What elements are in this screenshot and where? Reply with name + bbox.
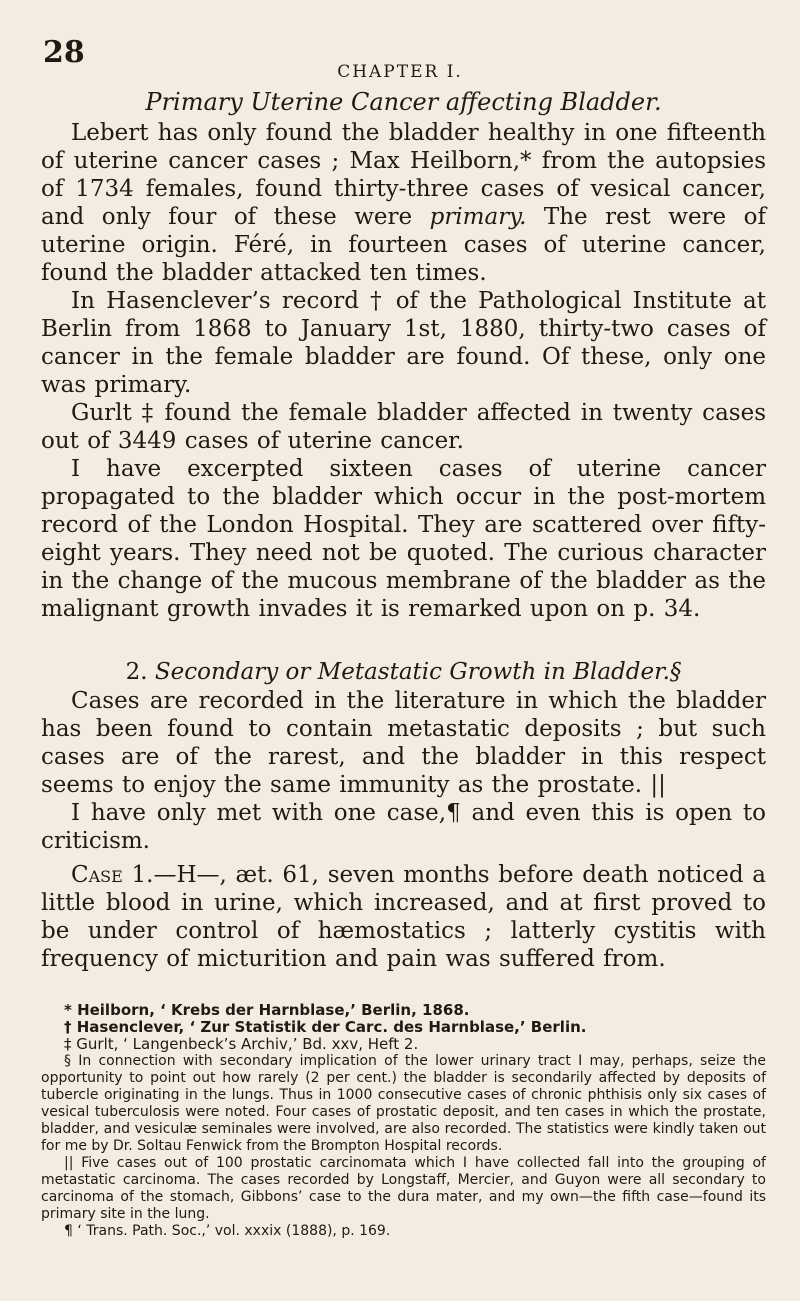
footnotes — [41, 1002, 766, 1240]
section-title-primary-uterine-cancer: Primary Uterine Cancer affecting Bladder. — [145, 88, 662, 116]
paragraph-lebert-text-a: Lebert has only found the bladder healthy in one fifteenth of uterine cancer cases ; Max Heilborn,* from the autopsies of 1734 females, found thirty-three cases of vesical cancer, and only four of these were — [41, 120, 766, 230]
section-number: 2. — [125, 659, 148, 685]
section-title-secondary-growth: Secondary or Metastatic Growth in Bladder. — [154, 659, 670, 685]
footnote-tubercle: § In connection with secondary implication of the lower urinary tract I may, perhaps, seize the opportunity to point out how rarely (2 per cent.) the bladder is secondarily affected by deposits of tubercle originating in the lungs. Thus in 1000 consecutive cases of chronic phthisis only six cases of vesical tuberculosis were noted. Four cases of prostatic deposit, and ten cases in which the prostate, bladder, and vesiculæ seminales were involved, are also recorded. The statistics were kindly taken out for me by Dr. Soltau Fenwick from the Brompton Hospital records. — [41, 1053, 766, 1154]
page-number: 28 — [43, 35, 85, 70]
footnote-prostatic-carcinomata: || Five cases out of 100 prostatic carcinomata which I have collected fall into the grouping of metastatic carcinoma. The cases recorded by Longstaff, Mercier, and Guyon were all secondary to carcinoma of the stomach, Gibbons’ case to the dura mater, and my own—the fifth case—found its primary site in the lung. — [41, 1155, 766, 1222]
footnote-hasenclever: † Hasenclever, ‘ Zur Statistik der Carc. des Harnblase,’ Berlin. — [64, 1018, 587, 1036]
section-heading-secondary-growth — [41, 657, 766, 687]
footnote-gurlt: ‡ Gurlt, ‘ Langenbeck’s Archiv,’ Bd. xxv, Heft 2. — [64, 1035, 419, 1053]
running-head: CHAPTER I. — [337, 62, 463, 82]
paragraph-lebert — [41, 119, 766, 287]
footnote-trans-path-soc: ¶ ‘ Trans. Path. Soc.,’ vol. xxxix (1888), p. 169. — [64, 1223, 391, 1239]
section-footnote-mark: § — [669, 659, 682, 685]
case-label: Case 1. — [71, 862, 154, 888]
paragraph-lebert-text-b: The rest were of uterine origin. Féré, in fourteen cases of uterine cancer, found the bladder attacked ten times. — [41, 204, 766, 286]
footnote-heilborn: * Heilborn, ‘ Krebs der Harnblase,’ Berlin, 1868. — [64, 1001, 470, 1019]
paragraph-gurlt: Gurlt ‡ found the female bladder affected in twenty cases out of 3449 cases of uterine cancer. — [41, 400, 766, 454]
paragraph-lebert-emphasis: primary. — [429, 204, 527, 230]
paragraph-case-1 — [41, 861, 766, 973]
paragraph-one-case: I have only met with one case,¶ and even this is open to criticism. — [41, 800, 766, 854]
paragraph-metastatic-deposits: Cases are recorded in the literature in which the bladder has been found to contain metastatic deposits ; but such cases are of the rarest, and the bladder in this respect seems to enjoy the same immunity as the prostate. || — [41, 688, 766, 798]
case-text: —H—, æt. 61, seven months before death noticed a little blood in urine, which increased, and at first proved to be under control of hæmostatics ; latterly cystitis with frequency of micturition and pain was suffered from. — [41, 862, 766, 972]
paragraph-london-hospital: I have excerpted sixteen cases of uterine cancer propagated to the bladder which occur in the post-mortem record of the London Hospital. They are scattered over fifty-eight years. They need not be quoted. The curious character in the change of the mucous membrane of the bladder as the malignant growth invades it is remarked upon on p. 34. — [41, 456, 766, 622]
paragraph-hasenclever: In Hasenclever’s record † of the Pathological Institute at Berlin from 1868 to January 1st, 1880, thirty-two cases of cancer in the female bladder are found. Of these, only one was primary. — [41, 288, 766, 398]
main-text — [41, 85, 766, 973]
